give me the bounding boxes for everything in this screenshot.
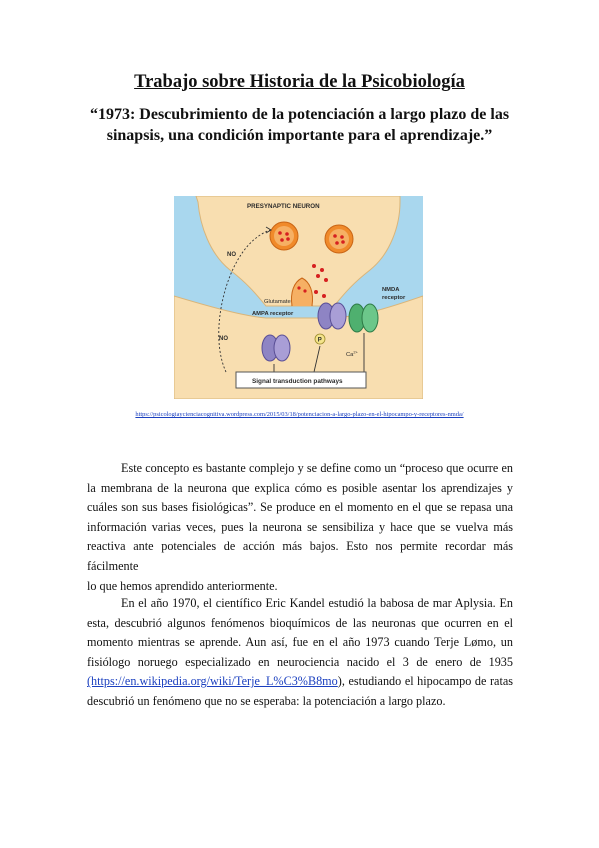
paragraph-line: fisiólogo noruego especializado en neurociencia nacido el 3 de enero de 1935 [87, 654, 513, 669]
paragraph-line: esta, descubrió algunos fenómenos bioquímicos de las neuronas que ocurren en el [87, 615, 513, 630]
paragraph-line: momento mientras se aprende. Aun así, fue en el año 1973 cuando Terje Lømo, un [87, 635, 513, 650]
nmda-label-1: NMDA [382, 287, 400, 293]
ampa-label: AMPA receptor [252, 311, 294, 317]
subtitle-line: sinapsis, una condición importante para el aprendizaje.” [106, 127, 493, 144]
paragraph-2 [87, 594, 513, 712]
p-label: P [317, 337, 322, 344]
paragraph-line [87, 672, 513, 692]
paragraph-line: la membrana de la neurona que explica cómo es posible asentar los aprendizajes y [87, 480, 513, 495]
ca-label: $Ca^{2+}$ [346, 349, 358, 358]
paragraph-line: Este concepto es bastante complejo y se define como un “proceso que ocurre en [121, 461, 513, 475]
wikipedia-link[interactable]: (https://en.wikipedia.org/wiki/Terje_L%C3%B8mo [87, 674, 338, 689]
no-label-bottom: NO [219, 336, 228, 342]
nmda-label-2: receptor [382, 295, 406, 301]
paragraph-line: En el año 1970, el científico Eric Kandel estudió la babosa de mar Aplysia. En [121, 596, 513, 610]
pathway-label: Signal transduction pathways [252, 378, 343, 385]
paragraph-line: descubrió un fenómeno que no se esperaba: la potenciación a largo plazo. [87, 693, 446, 708]
paragraph-1 [87, 459, 513, 596]
subtitle [70, 104, 529, 146]
no-label-top: NO [227, 252, 236, 258]
paragraph-line: lo que hemos aprendido anteriormente. [87, 578, 278, 593]
paragraph-line: reactiva ante potenciales de acción más bajos. Esto nos permite recordar más fácilmente [87, 539, 513, 573]
paragraph-line: cuáles son sus bases fisiológicas”. Se produce en el momento en el que se repasa una [87, 500, 513, 515]
vesicle-right [325, 225, 353, 253]
synapse-diagram [174, 196, 423, 399]
presynaptic-label: PRESYNAPTIC NEURON [247, 203, 320, 210]
ampa-receptor-internal [262, 335, 290, 361]
figure-caption-link[interactable]: https://psicologiaycienciacognitiva.wordpress.com/2015/03/18/potenciacion-a-largo-plazo-en-el-hipocampo-y-receptores-nmda/ [135, 411, 464, 418]
page-title: Trabajo sobre Historia de la Psicobiología [134, 72, 465, 92]
ampa-receptor-membrane [318, 303, 346, 329]
glutamate-label: Glutamate [264, 299, 291, 305]
vesicle-left [270, 222, 298, 250]
paragraph-line: información varias veces, pues la neurona se sensibiliza y hace que se vuelva más [87, 519, 513, 534]
subtitle-line: “1973: Descubrimiento de la potenciación a largo plazo de las [89, 106, 510, 123]
paragraph-text: ), estudiando el hipocampo de ratas [337, 674, 513, 689]
